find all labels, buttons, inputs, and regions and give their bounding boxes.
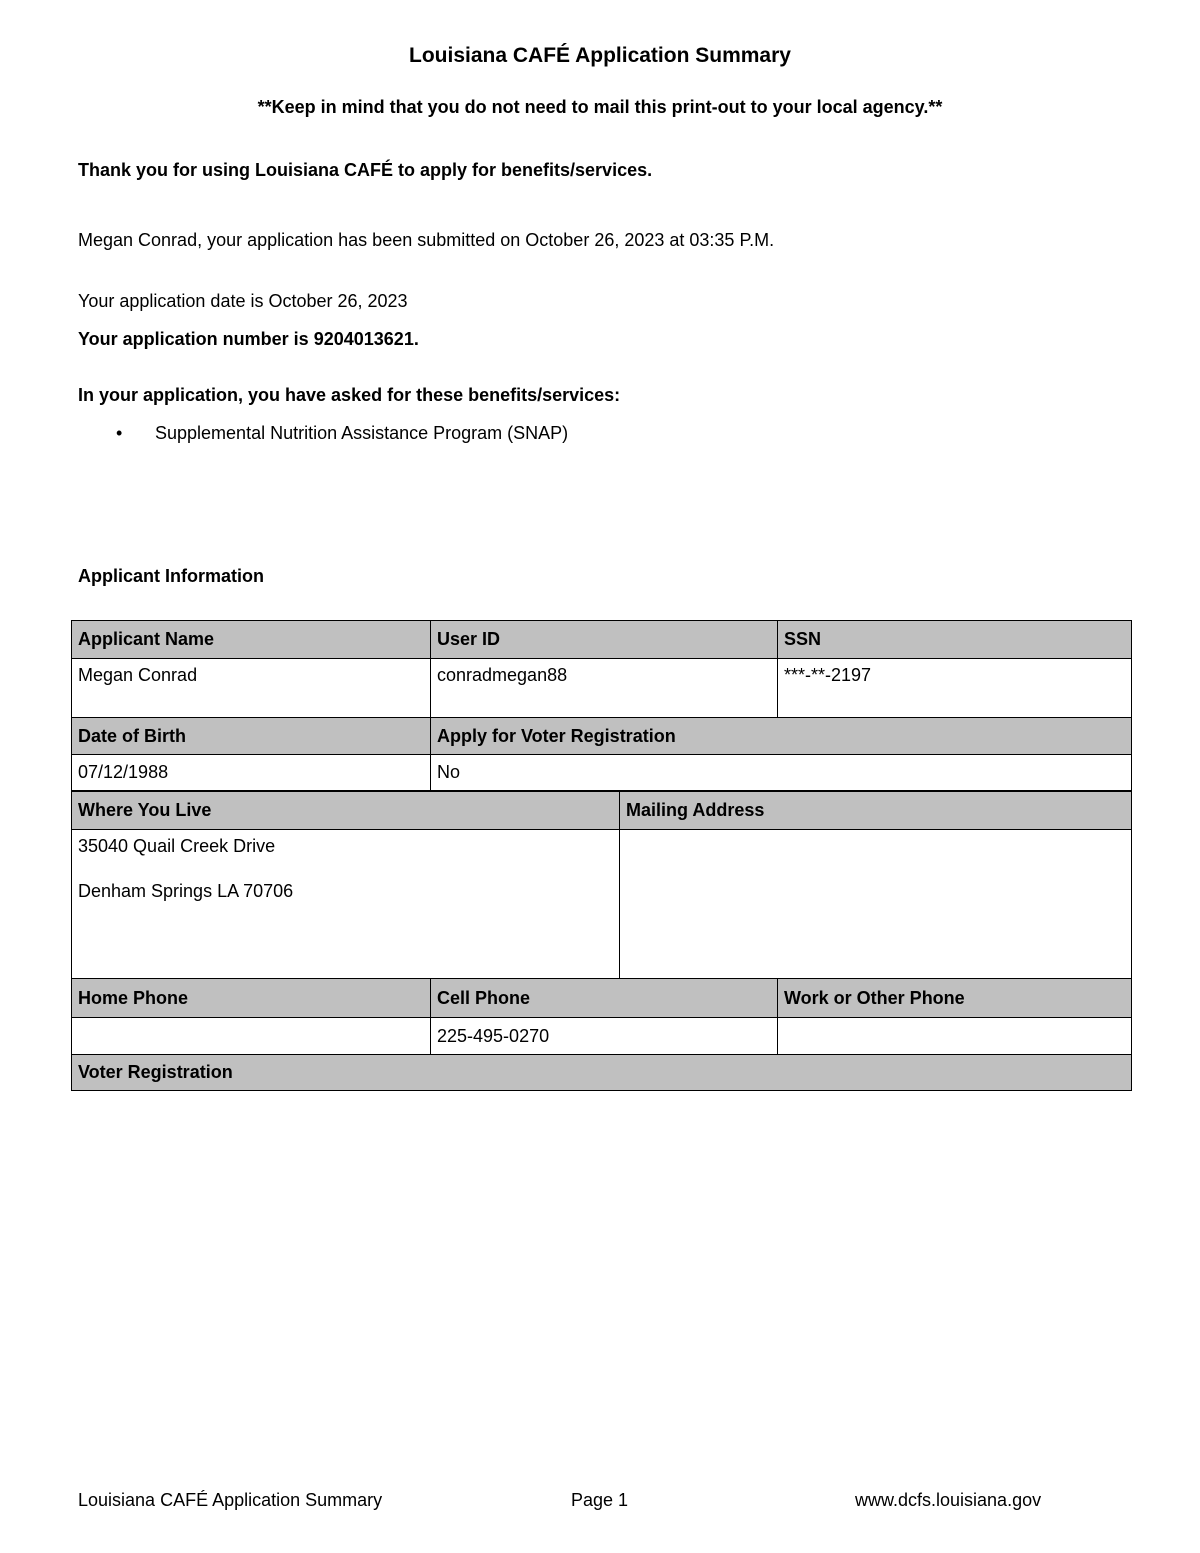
footer-page-number: Page 1 [571,1490,629,1510]
cell-phone-label: Cell Phone [431,979,778,1018]
table-row [72,718,1132,755]
address-line-2: Denham Springs LA 70706 [78,881,294,901]
user-id-value: conradmegan88 [431,659,778,718]
voter-apply-value: No [431,755,1132,791]
footer-title: Louisiana CAFÉ Application Summary [78,1490,383,1510]
work-phone-value [778,1018,1132,1055]
table-row [72,755,1132,791]
table-row [72,621,1132,659]
applicant-info-table [71,620,1132,791]
mailing-address-label: Mailing Address [620,792,1132,830]
voter-registration-label: Voter Registration [72,1055,1132,1091]
table-row [72,830,1132,979]
mail-notice: **Keep in mind that you do not need to mail this print-out to your local agency.** [257,97,943,117]
where-you-live-value [72,830,620,979]
where-you-live-label: Where You Live [72,792,620,830]
table-row [72,1018,1132,1055]
dob-value: 07/12/1988 [72,755,431,791]
table-row [72,1055,1132,1091]
work-phone-label: Work or Other Phone [778,979,1132,1018]
thank-you-text: Thank you for using Louisiana CAFÉ to apply for benefits/services. [78,160,653,180]
applicant-name-value: Megan Conrad [72,659,431,718]
table-row [72,659,1132,718]
user-id-label: User ID [431,621,778,659]
page-title: Louisiana CAFÉ Application Summary [409,44,791,67]
applicant-name-label: Applicant Name [72,621,431,659]
application-number-line [78,329,419,350]
cell-phone-value: 225-495-0270 [431,1018,778,1055]
home-phone-label: Home Phone [72,979,431,1018]
address-line-1: 35040 Quail Creek Drive [78,836,276,856]
application-number-period: . [413,329,419,349]
address-table [71,791,1132,979]
voter-apply-label: Apply for Voter Registration [431,718,1132,755]
phone-table [71,978,1132,1091]
bullet-icon: • [116,423,123,443]
application-number-label: Your application number is [78,329,309,349]
footer-website: www.dcfs.louisiana.gov [855,1490,1042,1510]
submission-text: Megan Conrad, your application has been submitted on October 26, 2023 at 03:35 P.M. [78,230,775,250]
benefits-heading: In your application, you have asked for these benefits/services: [78,385,621,405]
applicant-section-title: Applicant Information [78,566,264,586]
ssn-label: SSN [778,621,1132,659]
ssn-value: ***-**-2197 [778,659,1132,718]
table-row [72,979,1132,1018]
home-phone-value [72,1018,431,1055]
benefit-item: Supplemental Nutrition Assistance Program (SNAP) [155,423,569,443]
dob-label: Date of Birth [72,718,431,755]
table-row [72,792,1132,830]
application-number: 9204013621 [313,329,414,349]
mailing-address-value [620,830,1132,979]
application-date-text: Your application date is October 26, 2023 [78,291,408,311]
